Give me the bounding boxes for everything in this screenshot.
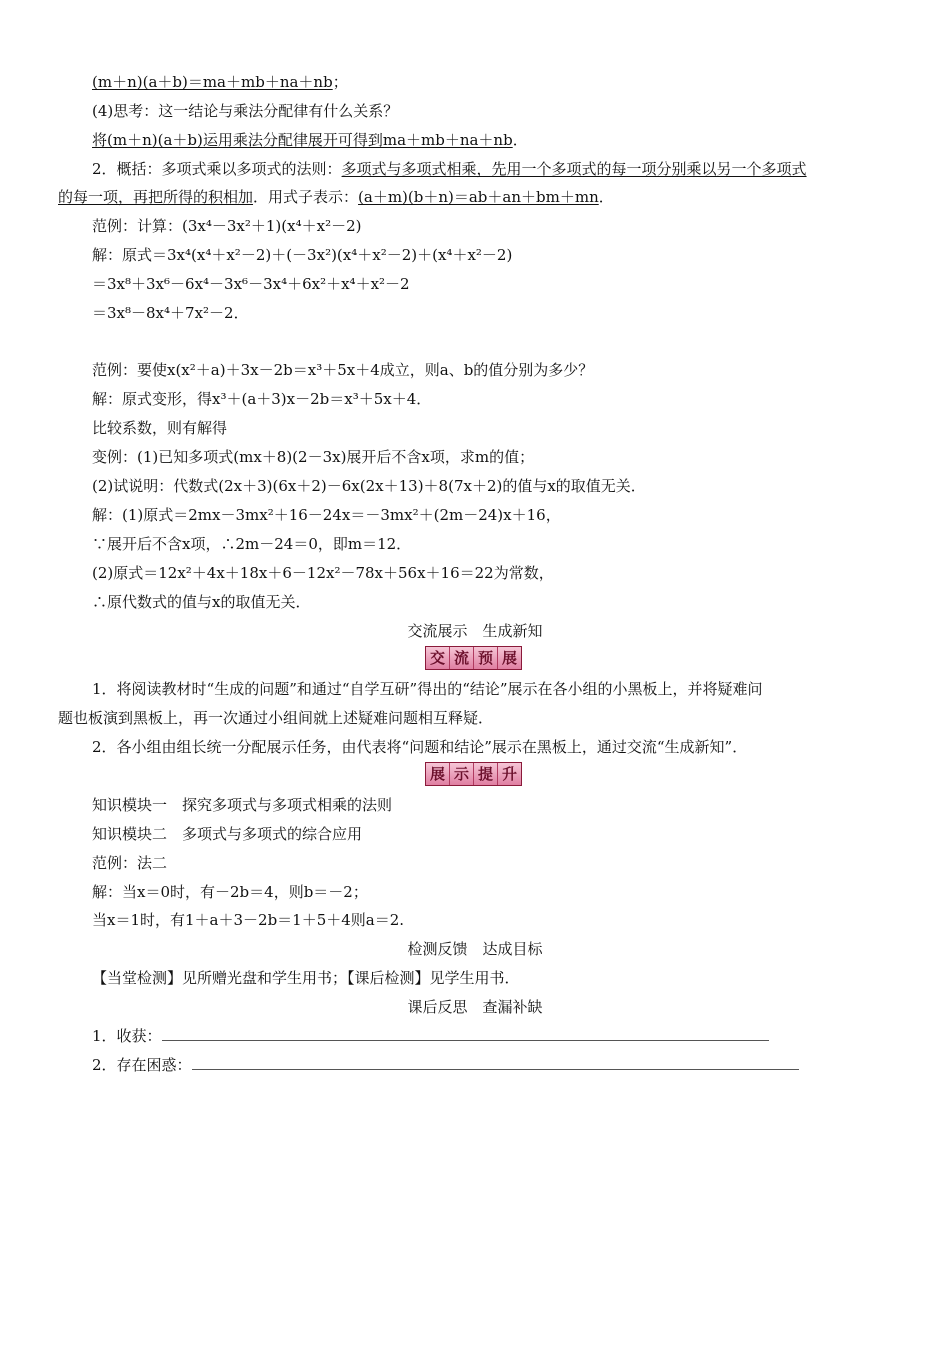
reflection-gain	[92, 1026, 769, 1046]
rule-line-1	[92, 159, 807, 179]
confusion-label: 2．存在困惑：	[92, 1056, 192, 1074]
variant-question-1: 变例：(1)已知多项式(mx＋8)(2－3x)展开后不含x项，求m的值；	[92, 448, 535, 466]
section-heading-exchange: 交流展示 生成新知	[407, 622, 543, 640]
line-3	[92, 130, 528, 150]
rule-line-2	[58, 187, 614, 207]
reflection-confusion	[92, 1055, 799, 1075]
solution-step-2: ＝3x⁸＋3x⁶－6x⁴－3x⁶－3x⁴＋6x²＋x⁴＋x²－2	[92, 275, 410, 293]
badge-char: 预	[474, 647, 498, 669]
exchange-item-1-cont: 题也板演到黑板上，再一次通过小组间就上述疑难问题相互释疑．	[58, 709, 494, 727]
method-2-step-1: 解：当x＝0时，有－2b＝4，则b＝－2；	[92, 883, 368, 901]
badge-char: 展	[426, 763, 450, 785]
solution-step-3: ＝3x⁸－8x⁴＋7x²－2．	[92, 304, 249, 322]
rule-formula: (a＋m)(b＋n)＝ab＋an＋bm＋mn	[358, 188, 599, 206]
think-question: (4)思考：这一结论与乘法分配律有什么关系？	[92, 102, 399, 120]
rule-heading: 2．概括：多项式乘以多项式的法则：	[92, 160, 342, 178]
exchange-item-2: 2．各小组由组长统一分配展示任务，由代表将“问题和结论”展示在黑板上，通过交流“生成新知”．	[92, 738, 748, 756]
compare-coefficients: 比较系数，则有解得	[92, 419, 228, 437]
badge-char: 展	[501, 649, 517, 667]
knowledge-module-1: 知识模块一 探究多项式与多项式相乘的法则	[92, 796, 393, 814]
rule-text-cont: 的每一项，再把所得的积相加	[58, 188, 254, 206]
exchange-item-1: 1．将阅读教材时“生成的问题”和通过“自学互研”得出的“结论”展示在各小组的小黑板上，并将疑难问	[92, 680, 763, 698]
line-1	[92, 72, 348, 92]
variant-solution-2: ∵展开后不含x项，∴2m－24＝0，即m＝12．	[92, 535, 412, 553]
variant-solution-1: 解：(1)原式＝2mx－3mx²＋16－24x＝－3mx²＋(2m－24)x＋16，	[92, 506, 561, 524]
solution-step-1: 解：原式＝3x⁴(x⁴＋x²－2)＋(－3x²)(x⁴＋x²－2)＋(x⁴＋x²－2)	[92, 246, 513, 264]
badge-display-improve	[425, 762, 522, 786]
badge-char: 示	[450, 763, 474, 785]
punct: ．	[598, 188, 614, 206]
badge-exchange-preview	[425, 646, 522, 670]
variant-question-2: (2)试说明：代数式(2x＋3)(6x＋2)－6x(2x＋13)＋8(7x＋2)的值与x的取值无关．	[92, 477, 646, 495]
example-compute: 范例：计算：(3x⁴－3x²＋1)(x⁴＋x²－2)	[92, 217, 362, 235]
distributive-answer: 将(m＋n)(a＋b)运用乘法分配律展开可得到ma＋mb＋na＋nb	[92, 131, 513, 149]
section-heading-reflection: 课后反思 查漏补缺	[407, 998, 543, 1016]
rule-text: 多项式与多项式相乘，先用一个多项式的每一项分别乘以另一个多项式	[341, 160, 807, 178]
formula-intro: ．用式子表示：	[253, 188, 359, 206]
variant-solution-4: ∴原代数式的值与x的取值无关．	[92, 593, 311, 611]
section-heading-feedback: 检测反馈 达成目标	[407, 940, 543, 958]
example-coefficients: 范例：要使x(x²＋a)＋3x－2b＝x³＋5x＋4成立，则a、b的值分别为多少？	[92, 361, 594, 379]
variant-solution-3: (2)原式＝12x²＋4x＋18x＋6－12x²－78x＋56x＋16＝22为常数，	[92, 564, 554, 582]
check-instructions: 【当堂检测】见所赠光盘和学生用书；【课后检测】见学生用书．	[92, 969, 520, 987]
punct: ．	[512, 131, 528, 149]
confusion-blank	[192, 1055, 799, 1070]
example-method-2: 范例：法二	[92, 854, 168, 872]
gain-blank	[162, 1026, 769, 1041]
badge-char: 交	[426, 647, 450, 669]
formula-expand: (m＋n)(a＋b)＝ma＋mb＋na＋nb	[92, 73, 333, 91]
punct: ；	[332, 73, 348, 91]
method-2-step-2: 当x＝1时，有1＋a＋3－2b＝1＋5＋4则a＝2.	[92, 911, 405, 929]
badge-char: 升	[501, 765, 517, 783]
knowledge-module-2: 知识模块二 多项式与多项式的综合应用	[92, 825, 363, 843]
gain-label: 1．收获：	[92, 1027, 162, 1045]
badge-char: 提	[474, 763, 498, 785]
solution-transform: 解：原式变形，得x³＋(a＋3)x－2b＝x³＋5x＋4．	[92, 390, 432, 408]
badge-char: 流	[450, 647, 474, 669]
